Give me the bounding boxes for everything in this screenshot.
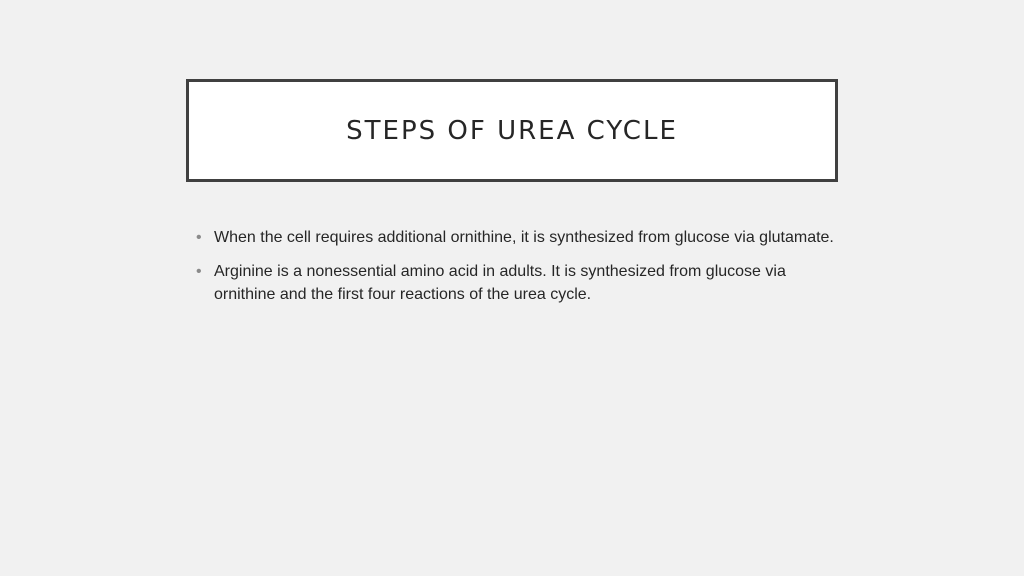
bullet-item [196, 226, 836, 249]
bullet-marker: • [196, 229, 202, 246]
bullet-list [196, 226, 836, 317]
slide-title: STEPS OF UREA CYCLE [346, 115, 678, 146]
bullet-text: Arginine is a nonessential amino acid in adults. It is synthesized from glucose via ornithine and the first four reactions of the urea cycle. [214, 263, 786, 303]
title-box [186, 79, 838, 182]
bullet-item [196, 260, 836, 306]
bullet-marker: • [196, 263, 202, 280]
bullet-text: When the cell requires additional ornithine, it is synthesized from glucose via glutamate. [214, 229, 834, 246]
